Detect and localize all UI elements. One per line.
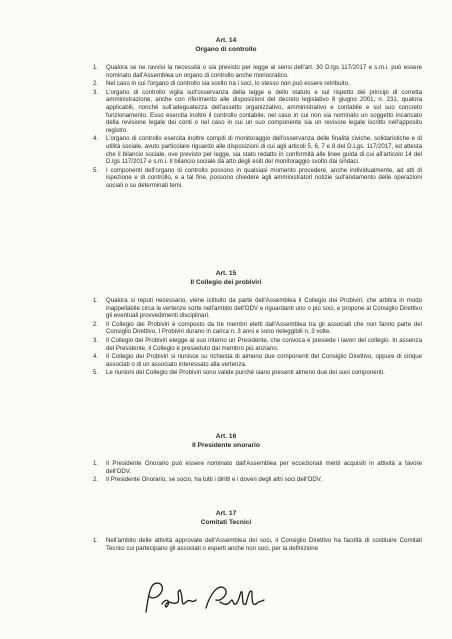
item-text: Il Collegio dei Probiviri si riunisce su richiesta di almeno due componenti del Consiglio Direttivo, oppure di cinque associati o di un associato interessato alla vertenza. (106, 353, 422, 368)
list-item (0, 64, 452, 79)
article-number: Art. 17 (215, 510, 237, 517)
item-text: Il Collegio dei Probiviri è composto da tre membri eletti dall'Assemblea tra gli associati che non fanno parte del Consiglio Direttivo. I Probiviri durano in carica n. 3 anni e sono rieleggibili n. 3 volte. (106, 320, 422, 336)
item-number: 2. (93, 476, 99, 484)
article-title: Il Presidente onorario (192, 442, 260, 449)
article-title: Comitati Tecnici (200, 519, 252, 526)
item-number: 4. (93, 135, 99, 143)
article-items (0, 460, 452, 484)
list-item (0, 89, 452, 135)
handwritten-signature (140, 578, 270, 618)
article-14 (0, 36, 452, 191)
list-item (0, 337, 452, 352)
list-item (0, 321, 452, 336)
article-items (0, 537, 452, 552)
list-item (0, 80, 452, 88)
list-item (0, 476, 452, 484)
item-number: 1. (93, 64, 99, 71)
list-item (0, 167, 452, 190)
item-number: 1. (93, 460, 99, 467)
item-number: 2. (93, 320, 99, 328)
article-number: Art. 14 (215, 37, 237, 44)
item-number: 1. (93, 297, 99, 304)
article-items (0, 64, 452, 190)
article-number: Art. 15 (215, 270, 237, 277)
item-text: Nell'ambito delle attività approvate dell'Assemblea dei soci, il Consiglio Direttivo ha facoltà di costituire Comitati Tecnici cui partecipano gli associati o esperti anche non soci, per la definizione (106, 537, 422, 552)
article-title: Organo di controllo (195, 46, 257, 53)
article-16 (0, 432, 452, 485)
item-number: 3. (93, 88, 99, 96)
article-title: Il Collegio dei probiviri (190, 279, 262, 286)
item-text: L'organo di controllo vigila sull'osservanza della legge e dello statuto e sul rispetto dei principi di corretta amministrazione, anche con riferimento alle disposizioni del decreto legislativo 8 giugno 2001, n. 231, qualora applicabili, nonché sull'adeguatezza dell'assetto organizzativo, amministrativo e contabile e sul suo concreto funzionamento. Esso esercita inoltre il controllo contabile, nel caso in cui non sia nominato un soggetto incaricato della revisione legale dei conti o nel caso in cui un suo componente sia un revisore legale iscritto nell'apposito registro. (106, 88, 422, 134)
item-number: 1. (93, 537, 99, 544)
article-15 (0, 269, 452, 378)
list-item (0, 537, 452, 552)
article-17 (0, 509, 452, 553)
item-number: 5. (93, 369, 99, 377)
item-text: L'organo di controllo esercita inoltre compiti di monitoraggio dell'osservanza delle finalità civiche, solidaristiche e di utilità sociale, avuto particolare riguardo alle disposizioni di cui agli articoli 5, 6, 7 e 8 del D.Lgs. 117/2017, ed attesta che il bilancio sociale, ove previsto per legge, sia stato redatto in conformità alle linee guida di cui all'articolo 14 del D.lgs 117/2017 e s.m.i. Il bilancio sociale dà atto degli esiti del monitoraggio svolto dai sindaci. (106, 135, 422, 166)
item-text: Le riunioni del Collegio dei Probiviri sono valide purché siano presenti almeno due dei suoi componenti. (106, 369, 385, 377)
list-item (0, 369, 452, 377)
list-item (0, 353, 452, 368)
item-text: Nel caso in cui l'organo di controllo sia scelto tra i soci, lo stesso non può essere retribuito. (106, 80, 350, 88)
item-text: Qualora si reputi necessario, viene istituito da parte dell'Assemblea il Collegio dei Probiviri, che arbitra in modo inappellabile circa le vertenze sorte nell'ambito dell'ODV e riguardanti uno o più soci, e propone al Consiglio Direttivo gli eventuali provvedimenti disciplinari. (106, 297, 422, 320)
article-number: Art. 16 (215, 433, 237, 440)
list-item (0, 297, 452, 320)
item-text: I componenti dell'organo di controllo possono in qualsiasi momento procedere, anche individualmente, ad atti di ispezione e di controllo, e a tal fine, possono chiedere agli amministratori notizie sull'andamento delle operazioni sociali o su determinati temi. (106, 166, 422, 189)
article-items (0, 297, 452, 377)
item-text: Il Collegio dei Probiviri elegge al suo interno un Presidente, che convoca e presiede i lavori del collegio. In assenza del Presidente, il Collegio è presieduto dal membro più anziano. (106, 336, 422, 352)
item-text: Qualora se ne ravvisi la necessità o sia previsto per legge ai sensi dell'art. 30 D.lgs 117/2017 e s.m.i. può essere nominato dall'Assemblea un organo di controllo anche monocratico. (106, 64, 422, 79)
item-number: 4. (93, 353, 99, 361)
item-number: 2. (93, 80, 99, 88)
list-item (0, 460, 452, 475)
item-number: 5. (93, 166, 99, 174)
item-text: Il Presidente Onorario può essere nominato dall'Assemblea per eccezionali meriti acquisiti in attività a favore dell'ODV. (106, 460, 422, 475)
item-text: Il Presidente Onorario, se socio, ha tutti i diritti e i doveri degli altri soci dell'ODV. (106, 476, 323, 484)
list-item (0, 135, 452, 165)
item-number: 3. (93, 336, 99, 344)
